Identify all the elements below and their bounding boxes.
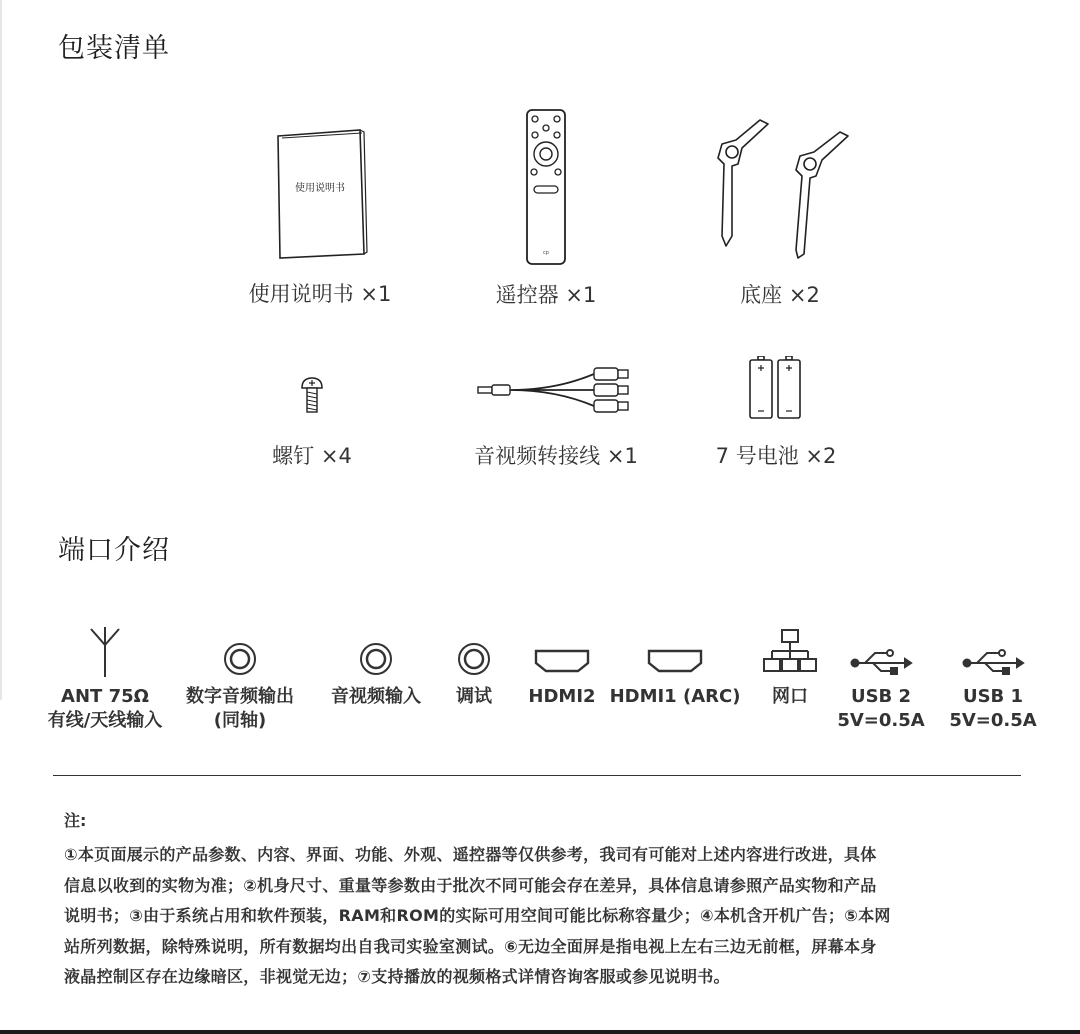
package-item-batteries xyxy=(656,356,896,468)
notes-body xyxy=(64,840,1024,993)
note-line: 液晶控制区存在边缘暗区，非视觉无边；⑦支持播放的视频格式详情咨询客服或参见说明书。 xyxy=(64,967,730,986)
antenna-icon xyxy=(87,625,123,679)
port-label: 网口 xyxy=(772,686,808,707)
manual-cover-text: 使用说明书 xyxy=(295,183,345,194)
package-item-label: 底座 ×2 xyxy=(740,283,820,307)
hdmi-port-icon xyxy=(532,625,592,679)
package-section-title: 包装清单 xyxy=(58,33,170,64)
coaxial-port-icon xyxy=(222,625,258,679)
note-line: 信息以收到的实物为准；②机身尺寸、重量等参数由于批次不同可能会存在差异，具体信息请参照产品实物和产品 xyxy=(64,875,877,895)
note-line: ①本页面展示的产品参数、内容、界面、功能、外观、遥控器等仅供参考，我司有可能对上述内容进行改进，具体 xyxy=(64,845,877,864)
stand-feet-icon xyxy=(710,118,850,260)
note-line: 站所列数据，除特殊说明，所有数据均出自我司实验室测试。⑥无边全面屏是指电视上左右三边无前框，屏幕本身 xyxy=(64,936,877,956)
package-item-label: 遥控器 ×1 xyxy=(495,283,597,307)
port-label: 音视频输入 xyxy=(331,686,421,707)
left-edge-shade xyxy=(0,0,2,700)
package-item-label: 使用说明书 ×1 xyxy=(248,282,392,306)
ports-section-title: 端口介绍 xyxy=(58,535,170,566)
package-item-stand xyxy=(660,118,900,307)
remote-brand-text: cp xyxy=(543,250,549,256)
package-item-label: 螺钉 ×4 xyxy=(272,444,352,468)
bottom-edge-bar xyxy=(0,1030,1080,1034)
hdmi-port-icon xyxy=(645,625,705,679)
usb-icon xyxy=(961,625,1025,679)
port-usb1 xyxy=(913,625,1073,733)
port-label: USB 2 5V=0.5A xyxy=(837,686,925,731)
port-label: HDMI2 xyxy=(528,686,596,707)
usb-icon xyxy=(849,625,913,679)
section-divider xyxy=(53,775,1021,776)
package-item-label: 音视频转接线 ×1 xyxy=(474,444,638,468)
port-label: ANT 75Ω 有线/天线输入 xyxy=(47,686,163,731)
notes-label: 注: xyxy=(64,811,87,830)
package-item-manual xyxy=(200,128,440,306)
port-label: 数字音频输出 (同轴) xyxy=(186,686,294,731)
port-label: 调试 xyxy=(456,686,492,707)
screw-icon xyxy=(300,376,324,416)
package-item-label: 7 号电池 ×2 xyxy=(715,444,837,468)
port-label: USB 1 5V=0.5A xyxy=(949,686,1037,731)
av-port-icon xyxy=(358,625,394,679)
package-item-remote xyxy=(426,108,666,307)
note-line: 说明书；③由于系统占用和软件预装，RAM和ROM的实际可用空间可能比标称容量少；④本机含开机广告；⑤本网 xyxy=(64,906,891,925)
battery-icon xyxy=(748,356,804,420)
port-label: HDMI1 (ARC) xyxy=(609,686,741,707)
av-cable-icon xyxy=(476,364,636,420)
remote-control-icon xyxy=(524,108,568,266)
package-item-av-cable xyxy=(436,364,676,468)
package-item-screw xyxy=(192,376,432,468)
manual-icon xyxy=(272,128,368,262)
